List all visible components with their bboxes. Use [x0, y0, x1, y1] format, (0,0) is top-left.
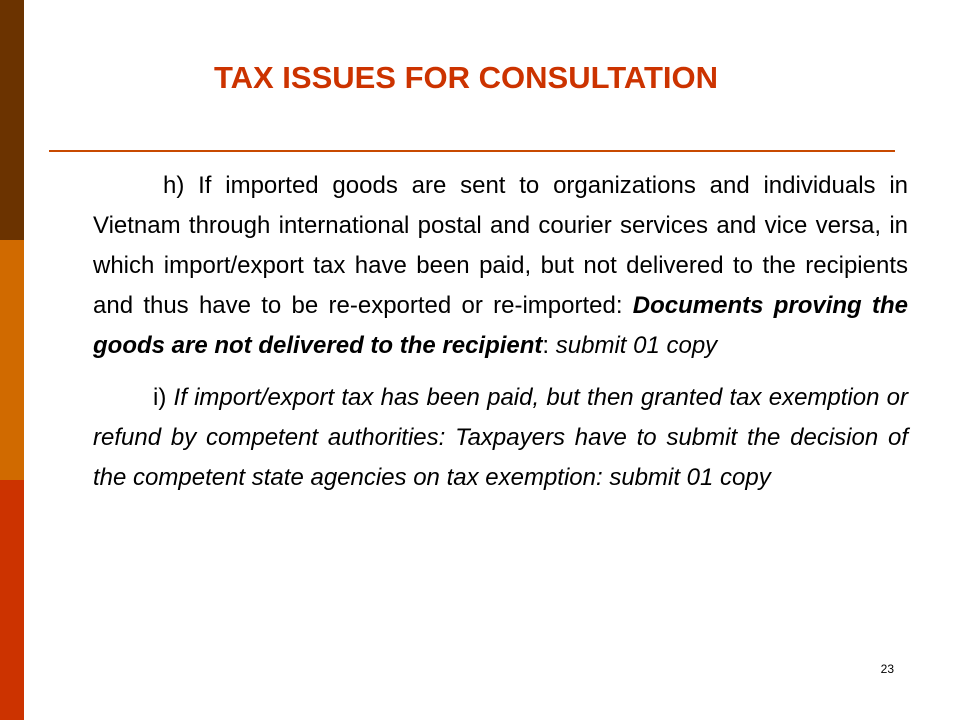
paragraph-i-body: If import/export tax has been paid, but then granted tax exemption or refund by competent authorities: Taxpayers have to submit the decision of the competent state agencies on tax exemption: submit 01 copy	[93, 384, 908, 491]
side-bar-top	[0, 0, 24, 240]
paragraph-h-tail: submit 01 copy	[555, 332, 718, 359]
paragraph-h	[93, 166, 908, 366]
slide-body	[93, 166, 908, 498]
page-number: 23	[880, 662, 894, 676]
side-bar-bottom	[0, 480, 24, 720]
paragraph-h-emphasis: Documents proving the goods are not delivered to the recipient	[93, 292, 908, 359]
slide-title: TAX ISSUES FOR CONSULTATION	[213, 60, 719, 95]
paragraph-i-lead: i)	[153, 384, 174, 411]
side-bar-middle	[0, 240, 24, 480]
title-divider	[49, 150, 895, 152]
paragraph-h-colon: :	[542, 332, 556, 359]
paragraph-h-lead: h) If imported goods are sent to organizations and individuals in Vietnam through international postal and courier services and vice versa, in which import/export tax have been paid, but not delivered to the recipients and thus have to be re-exported or re-imported:	[93, 172, 908, 319]
paragraph-i	[93, 378, 908, 498]
